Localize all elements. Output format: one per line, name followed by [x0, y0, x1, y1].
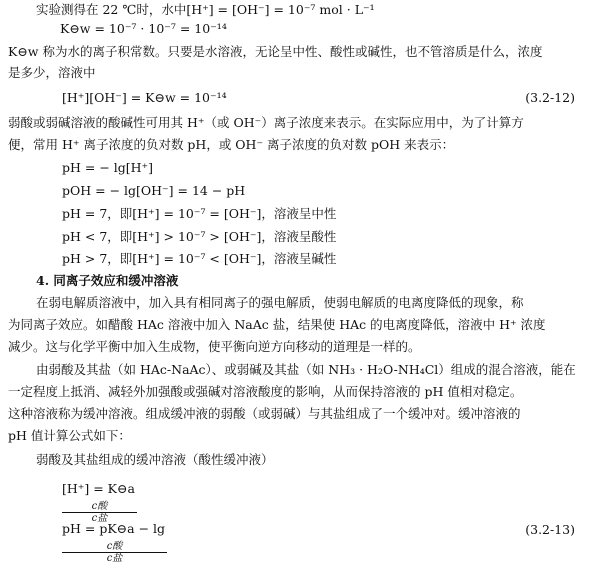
text-line: 弱酸及其盐组成的缓冲溶液（酸性缓冲液）	[36, 452, 274, 467]
text-line: 实验测得在 22 ℃时，水中[H⁺] = [OH⁻] = 10⁻⁷ mol · L⁻¹	[36, 2, 375, 17]
fraction-numerator: c酸	[62, 541, 167, 553]
equation-number: (3.2-13)	[525, 522, 575, 537]
formula-line: pH < 7，即[H⁺] > 10⁻⁷ > [OH⁻]，溶液呈酸性	[62, 229, 337, 244]
section-heading: 4. 同离子效应和缓冲溶液	[36, 273, 179, 288]
formula-left: [H⁺] = K⊖a	[62, 481, 135, 496]
text-line: K⊖w 称为水的离子积常数。只要是水溶液，无论呈中性、酸性或碱性，也不管溶质是什么，浓度	[8, 44, 543, 59]
buffer-formula-2	[62, 517, 167, 588]
formula-line: K⊖w = 10⁻⁷ · 10⁻⁷ = 10⁻¹⁴	[60, 21, 227, 36]
text-line: 为同离子效应。如醋酸 HAc 溶液中加入 NaAc 盐，结果使 HAc 的电离度降低，溶液中 H⁺ 浓度	[8, 317, 546, 332]
equation-number: (3.2-12)	[525, 90, 575, 105]
formula-left: pH = pK⊖a − lg	[62, 521, 166, 536]
text-line: 这种溶液称为缓冲溶液。组成缓冲液的弱酸（或弱碱）与其盐组成了一个缓冲对。缓冲溶液的	[8, 406, 521, 421]
fraction-denominator: c盐	[91, 513, 108, 524]
fraction-denominator: c盐	[106, 553, 123, 564]
text-line: 弱酸或弱碱溶液的酸碱性可用其 H⁺（或 OH⁻）离子浓度来表示。在实际应用中，为了计算方	[8, 115, 524, 130]
text-line: 一定程度上抵消、减轻外加强酸或强碱对溶液酸度的影响，从而保持溶液的 pH 值相对稳定。	[8, 384, 523, 399]
formula-line: pH = − lg[H⁺]	[62, 160, 154, 175]
fraction-numerator: c酸	[62, 501, 137, 513]
formula-line: [H⁺][OH⁻] = K⊖w = 10⁻¹⁴	[62, 90, 227, 105]
formula-line: pOH = − lg[OH⁻] = 14 − pH	[62, 183, 246, 198]
formula-line: pH > 7，即[H⁺] = 10⁻⁷ < [OH⁻]，溶液呈碱性	[62, 251, 337, 266]
text-line: 减少。这与化学平衡中加入生成物，使平衡向逆方向移动的道理是一样的。	[8, 339, 421, 354]
text-line: pH 值计算公式如下：	[8, 428, 131, 443]
formula-line: pH = 7，即[H⁺] = 10⁻⁷ = [OH⁻]，溶液呈中性	[62, 206, 337, 221]
text-line: 是多少，溶液中	[8, 65, 96, 80]
concentration-fraction	[62, 541, 167, 564]
text-line: 在弱电解质溶液中，加入具有相同离子的强电解质，使弱电解质的电离度降低的现象，称	[36, 295, 524, 310]
text-line: 便，常用 H⁺ 离子浓度的负对数 pH，或 OH⁻ 离子浓度的负对数 pOH 来表示：	[8, 137, 455, 152]
text-line: 由弱酸及其盐（如 HAc-NaAc）、或弱碱及其盐（如 NH₃ · H₂O-NH₄Cl）组成的混合溶液，能在	[36, 362, 576, 377]
